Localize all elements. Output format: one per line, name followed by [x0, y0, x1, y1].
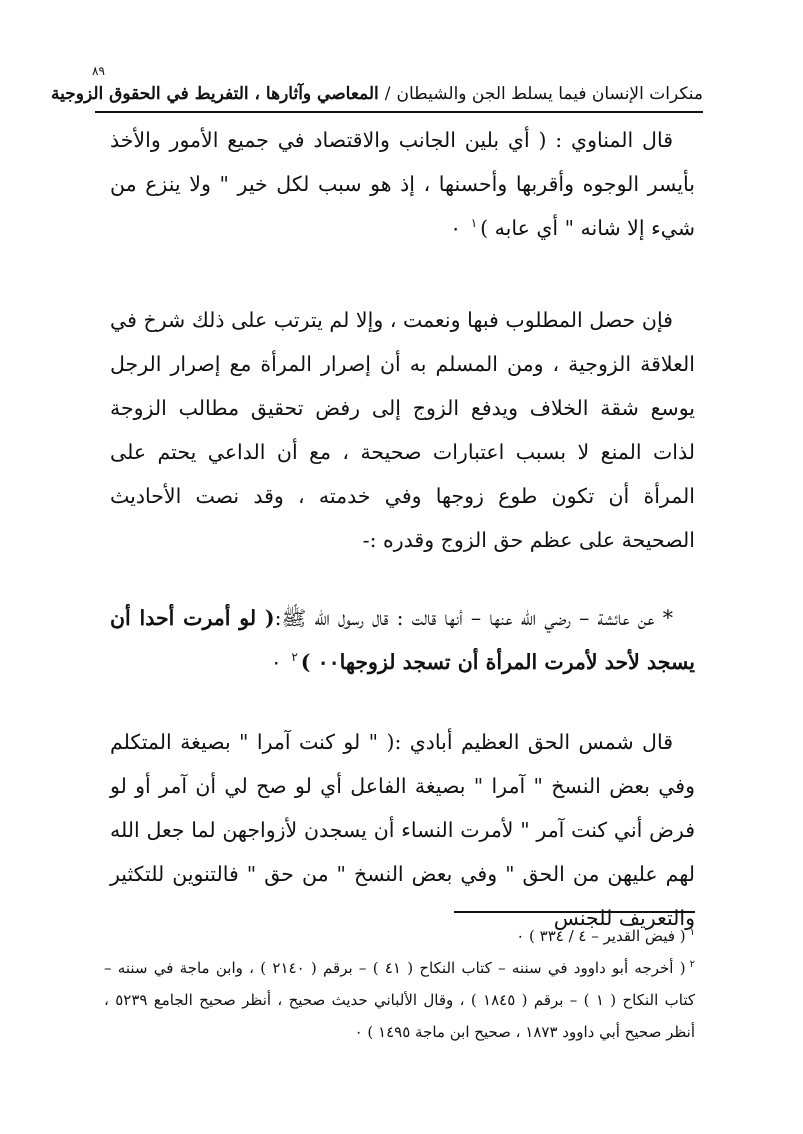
paragraph-text: فإن حصل المطلوب فبها ونعمت ، وإلا لم يترتب على ذلك شرخ في العلاقة الزوجية ، ومن المسلم به أن إصرار المرأة مع إصرار الرجل يوسع شقة الخلاف ويدفع الزوج إلى رفض تحقيق مطالب الزوجة لذات المنع لا بسبب اعتبارات صحيحة ، مع أن الداعي يحتم على المرأة أن تكون طوع زوجها وفي خدمته ، وقد نصت الأحاديث الصحيحة على عظم حق الزوج وقدره :- [110, 308, 695, 552]
paragraph-text: قال شمس الحق العظيم أبادي :( " لو كنت آمرا " بصيغة المتكلم وفي بعض النسخ " آمرا " بصيغة الفاعل أي لو صح لي أن آمر أو لو فرض أني كنت آمر " لأمرت النساء أن يسجدن لأزواجهن لما جعل الله لهم عليهن من الحق " وفي بعض النسخ " من حق " فالتنوين للتكثير والتعريف للجنس [110, 730, 695, 930]
running-header [50, 74, 703, 104]
header-divider [95, 111, 703, 113]
footnote-divider [454, 911, 695, 913]
footnote-ref-1[interactable]: ١ [470, 216, 478, 231]
footnote-1 [104, 920, 695, 952]
paragraph-text: قال المناوي : ( أي بلين الجانب والاقتصاد في جميع الأمور والأخذ بأيسر الوجوه وأقربها وأحسنها ، إذ هو سبب لكل خير " ولا ينزع من شيء إلا شانه " أي عابه ) [110, 128, 695, 240]
header-separator: / [384, 84, 391, 104]
footnote-text: ( فيض القدير – ٤ / ٣٣٤ ) ٠ [516, 927, 686, 945]
footnotes [104, 920, 695, 1048]
paragraph-shams-al-haq [110, 720, 695, 940]
hadith-intro: * عن عائشة – رضي الله عنها – أنها قالت : قال رسول الله ﷺ: [274, 606, 674, 630]
page-number: ٨٩ [92, 64, 105, 78]
footnote-text: ( أخرجه أبو داوود في سننه – كتاب النكاح ( ٤١ ) – برقم ( ٢١٤٠ ) ، وابن ماجة في سننه – كتاب النكاح ( ١ ) – برقم ( ١٨٤٥ ) ، وقال الألباني حديث صحيح ، أنظر صحيح الجامع ٥٢٣٩ ، أنظر صحيح أبي داوود ١٨٧٣ ، صحيح ابن ماجة ١٤٩٥ ) ٠ [104, 959, 695, 1041]
hadith-text: ( لو أمرت أحدا أن يسجد لأحد لأمرت المرأة أن تسجد لزوجها٠٠ ) [110, 606, 695, 674]
paragraph-munawi [110, 118, 695, 250]
paragraph-end-mark: ٠ [270, 650, 282, 674]
book-title: منكرات الإنسان فيما يسلط الجن والشيطان [396, 84, 703, 104]
chapter-title: المعاصي وآثارها ، التفريط في الحقوق الزوجية [50, 84, 379, 104]
footnote-ref-2[interactable]: ٢ [291, 650, 298, 665]
paragraph-marital-relation [110, 298, 695, 562]
footnote-number: ١ [689, 927, 695, 938]
paragraph-end-mark: ٠ [450, 216, 462, 240]
footnote-2 [104, 952, 695, 1048]
footnote-number: ٢ [689, 959, 695, 970]
paragraph-hadith [110, 596, 695, 684]
